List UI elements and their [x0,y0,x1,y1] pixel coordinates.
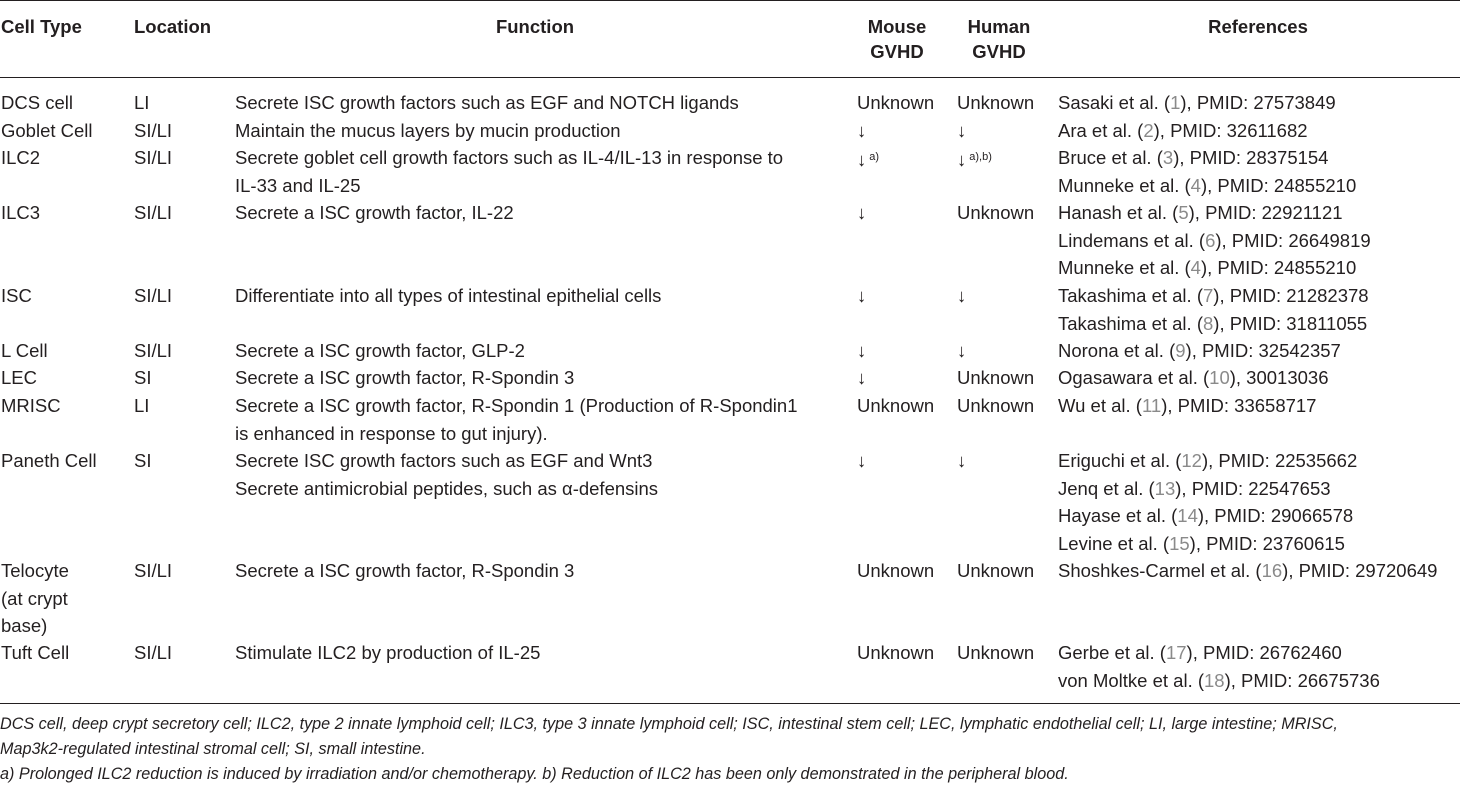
function-text: Maintain the mucus layers by mucin production [235,120,621,141]
header-cell-type: Cell Type [1,16,82,37]
reference-pmid: ), PMID: 23760615 [1189,532,1345,554]
footnote-abbreviations [0,712,1460,762]
reference[interactable] [1058,144,1328,172]
location-text: SI/LI [134,285,173,306]
human-gvhd-text: Unknown [957,367,1035,388]
reference-number-link[interactable]: 14 [1177,505,1198,526]
bottom-rule [0,703,1460,704]
reference[interactable] [1058,282,1369,310]
human-gvhd-text: Unknown [957,642,1035,663]
reference-author: Eriguchi et al. ( [1058,450,1182,471]
reference[interactable] [1058,475,1331,503]
reference-author: Hanash et al. ( [1058,202,1179,223]
human-gvhd-text: ↓ [957,285,967,306]
reference-author: Gerbe et al. ( [1058,642,1166,663]
function-text: Secrete antimicrobial peptides, such as α-defensins [235,477,659,499]
human-gvhd-value [957,337,966,365]
mouse-gvhd-text: Unknown [857,92,935,113]
reference-number-link[interactable]: 1 [1170,92,1181,113]
reference-pmid: ), PMID: 22535662 [1201,450,1358,471]
human-gvhd-value [957,199,1034,227]
reference-number-link[interactable]: 3 [1162,147,1174,168]
human-gvhd-value [957,557,1034,585]
location-text: LI [134,92,150,113]
reference[interactable] [1058,447,1357,475]
reference-author: von Moltke et al. ( [1058,669,1205,691]
reference-pmid: ), PMID: 33658717 [1161,395,1317,416]
human-gvhd-text: Unknown [957,202,1035,223]
reference-author: Shoshkes-Carmel et al. ( [1058,560,1262,581]
mouse-gvhd-text: ↓ [857,285,867,306]
human-gvhd-value [957,447,966,475]
footnote-line: DCS cell, deep crypt secretory cell; ILC2, type 2 innate lymphoid cell; ILC3, type 3 innate lymphoid cell; ISC, intestinal stem cell; LEC, lymphatic endothelial cell; LI, large intestine; MRISC, [0,715,1338,733]
function-text: Secrete ISC growth factors such as EGF and NOTCH ligands [235,92,739,113]
cell-type-text: Telocyte [1,560,69,581]
reference-number-link[interactable]: 6 [1205,229,1216,251]
reference[interactable] [1058,530,1345,558]
reference[interactable] [1058,199,1343,227]
cell-type-text: Goblet Cell [1,120,93,141]
function-text: Secrete ISC growth factors such as EGF and Wnt3 [235,450,653,471]
reference[interactable] [1058,557,1437,585]
function-text: IL-33 and IL-25 [235,174,361,196]
reference-author: Norona et al. ( [1058,340,1176,361]
reference-number-link[interactable]: 2 [1143,120,1154,141]
reference-author: Ara et al. ( [1058,120,1144,141]
reference[interactable] [1058,392,1316,420]
reference-number-link[interactable]: 9 [1175,340,1186,361]
reference[interactable] [1058,227,1371,255]
cell-type-text: DCS cell [1,92,73,113]
mouse-gvhd-text: Unknown [857,560,935,581]
function-text: is enhanced in response to gut injury). [235,422,548,444]
cell-type-text: ILC2 [1,147,41,168]
location-text: SI [134,450,152,471]
reference[interactable] [1058,639,1342,667]
reference[interactable] [1058,667,1380,695]
mouse-gvhd-text: ↓ [857,120,867,141]
header-rule [0,77,1460,78]
mouse-gvhd-text: Unknown [857,642,935,663]
location-text: SI/LI [134,560,173,581]
human-gvhd-text: Unknown [957,395,1035,416]
cell-type-text: Paneth Cell [1,450,97,471]
cell-type-text: base) [1,615,48,636]
reference-number-link[interactable]: 5 [1178,202,1189,223]
reference-author: Hayase et al. ( [1058,505,1178,526]
top-rule [0,0,1460,1]
reference[interactable] [1058,254,1356,282]
reference-number-link[interactable]: 8 [1202,312,1214,334]
human-gvhd-text: ↓ [957,149,967,170]
human-gvhd-value [957,89,1034,117]
reference[interactable] [1058,364,1329,392]
header-mouse-gvhd: Mouse GVHD [867,16,927,62]
reference-pmid: ), 30013036 [1229,367,1329,388]
cell-type-text: ISC [1,285,32,306]
reference[interactable] [1058,310,1367,338]
human-gvhd-text: Unknown [957,560,1035,581]
reference-pmid: ), PMID: 21282378 [1213,285,1369,306]
reference-author: Takashima et al. ( [1058,285,1203,306]
location-text: SI/LI [134,340,173,361]
location-text: LI [134,395,150,416]
cell-type-text: MRISC [1,395,61,416]
cell-type-text: LEC [1,367,37,388]
function-text: Secrete a ISC growth factor, R-Spondin 1 (Production of R-Spondin1 [235,395,798,416]
reference-pmid: ), PMID: 26649819 [1215,229,1371,251]
function-text: Secrete a ISC growth factor, GLP-2 [235,340,525,361]
footnote-marker: a) [869,151,880,163]
function-text: Secrete a ISC growth factor, R-Spondin 3 [235,560,575,581]
reference-author: Sasaki et al. ( [1058,92,1171,113]
reference-pmid: ), PMID: 29066578 [1197,505,1354,526]
reference-number-link[interactable]: 4 [1190,174,1201,196]
human-gvhd-value [957,392,1034,420]
human-gvhd-value [957,364,1034,392]
reference-pmid: ), PMID: 32611682 [1153,120,1308,141]
footnote-line: Map3k2-regulated intestinal stromal cell; SI, small intestine. [0,740,426,758]
reference-pmid: ), PMID: 29720649 [1282,560,1438,581]
reference-number-link[interactable]: 13 [1154,477,1176,499]
location-text: SI/LI [134,642,173,663]
mouse-gvhd-text: ↓ [857,149,867,170]
reference-author: Jenq et al. ( [1058,477,1155,499]
human-gvhd-value [957,144,992,174]
location-text: SI/LI [134,147,173,168]
reference-pmid: ), PMID: 24855210 [1200,257,1357,278]
reference-pmid: ), PMID: 32542357 [1185,340,1341,361]
header-location: Location [134,16,212,37]
reference-author: Levine et al. ( [1058,532,1170,554]
function-text: Differentiate into all types of intestinal epithelial cells [235,285,662,306]
reference[interactable] [1058,89,1336,117]
human-gvhd-value [957,639,1034,667]
reference-number-link[interactable]: 18 [1204,669,1225,691]
reference-number-link[interactable]: 4 [1190,257,1201,278]
mouse-gvhd-text: ↓ [857,450,867,471]
location-text: SI [134,367,152,388]
mouse-gvhd-value [857,364,866,392]
reference-pmid: ), PMID: 27573849 [1180,92,1336,113]
reference-author: Lindemans et al. ( [1058,229,1206,251]
header-function: Function [495,16,575,37]
mouse-gvhd-text: Unknown [857,395,935,416]
reference-author: Munneke et al. ( [1058,174,1191,196]
cell-type-text: Tuft Cell [1,642,70,663]
reference-number-link[interactable]: 11 [1141,395,1162,416]
mouse-gvhd-text: ↓ [857,367,867,388]
footnote-marker: a),b) [969,151,992,163]
reference-author: Munneke et al. ( [1058,257,1191,278]
reference-pmid: ), PMID: 26762460 [1186,642,1342,663]
reference-pmid: ), PMID: 22547653 [1175,477,1331,499]
cell-type-text: (at crypt [1,587,68,609]
function-text: Secrete a ISC growth factor, R-Spondin 3 [235,367,575,388]
function-text: Secrete a ISC growth factor, IL-22 [235,202,514,223]
mouse-gvhd-text: ↓ [857,340,867,361]
reference-number-link[interactable]: 10 [1209,367,1230,388]
reference-author: Bruce et al. ( [1058,147,1163,168]
reference-pmid: ), PMID: 24855210 [1200,174,1357,196]
reference[interactable] [1058,117,1308,145]
mouse-gvhd-value [857,144,879,174]
mouse-gvhd-value [857,199,866,227]
human-gvhd-value [957,282,966,310]
reference-number-link[interactable]: 16 [1261,560,1283,581]
header-references: References [1208,16,1308,37]
reference-author: Takashima et al. ( [1058,312,1203,334]
cell-type-text: L Cell [1,340,48,361]
reference-number-link[interactable]: 7 [1202,285,1214,306]
reference-pmid: ), PMID: 31811055 [1213,312,1368,334]
reference-pmid: ), PMID: 26675736 [1224,669,1380,691]
human-gvhd-text: ↓ [957,450,967,471]
human-gvhd-text: Unknown [957,92,1035,113]
mouse-gvhd-text: ↓ [857,202,867,223]
reference[interactable] [1058,337,1341,365]
location-text: SI/LI [134,202,173,223]
reference-pmid: ), PMID: 28375154 [1173,147,1329,168]
mouse-gvhd-value [857,447,866,475]
mouse-gvhd-value [857,89,934,117]
mouse-gvhd-value [857,117,866,145]
reference-pmid: ), PMID: 22921121 [1188,202,1343,223]
cell-type-text: ILC3 [1,202,41,223]
function-text: Stimulate ILC2 by production of IL-25 [235,642,541,663]
header-human-gvhd: Human GVHD [967,16,1031,62]
reference[interactable] [1058,172,1356,200]
reference-author: Wu et al. ( [1058,395,1142,416]
reference[interactable] [1058,502,1353,530]
human-gvhd-value [957,117,966,145]
reference-number-link[interactable]: 15 [1169,532,1190,554]
mouse-gvhd-value [857,639,934,667]
footnote-notes: a) Prolonged ILC2 reduction is induced by irradiation and/or chemotherapy. b) Reduction of ILC2 has been only demonstrated in the peripheral blood. [0,765,1069,783]
location-text: SI/LI [134,120,173,141]
reference-number-link[interactable]: 12 [1181,450,1202,471]
mouse-gvhd-value [857,392,934,420]
mouse-gvhd-value [857,337,866,365]
function-text: Secrete goblet cell growth factors such as IL-4/IL-13 in response to [235,147,784,168]
human-gvhd-text: ↓ [957,340,967,361]
mouse-gvhd-value [857,557,934,585]
mouse-gvhd-value [857,282,866,310]
human-gvhd-text: ↓ [957,120,967,141]
reference-author: Ogasawara et al. ( [1058,367,1210,388]
reference-number-link[interactable]: 17 [1165,642,1187,663]
